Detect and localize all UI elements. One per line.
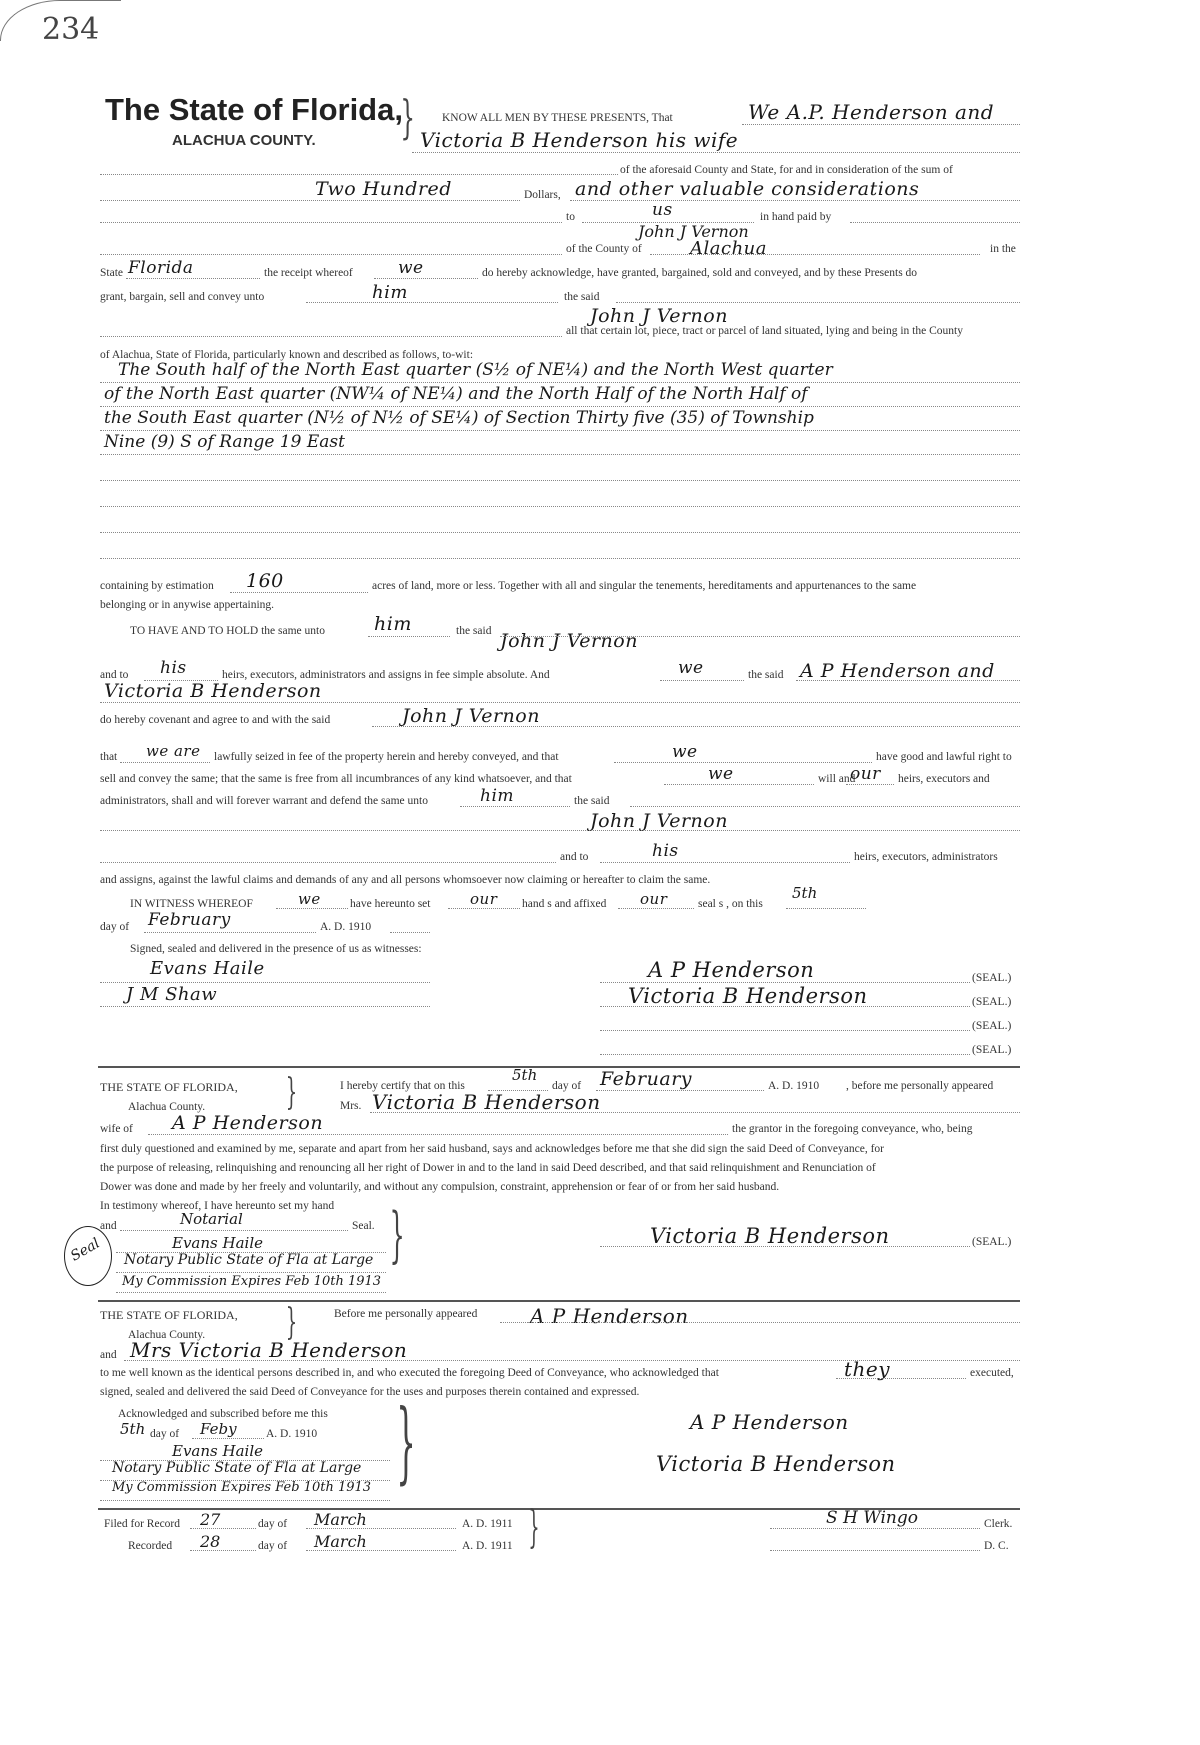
county-of-text: of the County of — [566, 243, 642, 255]
receipt-text: the receipt whereof — [264, 267, 353, 279]
witness-2-signature: J M Shaw — [126, 984, 218, 1005]
his-handwritten: his — [160, 658, 187, 678]
description-line-4: Nine (9) S of Range 19 East — [104, 432, 345, 452]
seals-text: seal s , on this — [698, 898, 763, 910]
grantor-names-2: Victoria B Henderson his wife — [420, 128, 739, 152]
clerk-signature: S H Wingo — [826, 1508, 918, 1528]
ack1-ad: A. D. 1910 — [768, 1080, 820, 1092]
the-said-text-2: the said — [456, 625, 492, 637]
to-have-text: TO HAVE AND TO HOLD the same unto — [130, 625, 325, 637]
grant-text: grant, bargain, sell and convey unto — [100, 291, 265, 303]
filed-ad-1911: A. D. 1911 — [462, 1518, 513, 1530]
ack1-state: THE STATE OF FLORIDA, — [100, 1080, 238, 1094]
ack1-notary-commission: My Commission Expires Feb 10th 1913 — [122, 1274, 382, 1289]
other-consideration: and other valuable considerations — [575, 178, 920, 200]
day-of-text: day of — [100, 921, 130, 933]
ack2-month-handwritten: Feby — [200, 1420, 237, 1438]
ack2-signature-1: A P Henderson — [690, 1410, 849, 1434]
ack1-mrs: Mrs. — [340, 1100, 362, 1112]
recorded-ad-1911: A. D. 1911 — [462, 1540, 513, 1552]
grantor-names-4: Victoria B Henderson — [104, 680, 322, 702]
and-to-text-2: and to — [560, 851, 589, 863]
heirs-text: heirs, executors, administrators and assigns in fee simple absolute. And — [222, 669, 550, 681]
ack2-executed: executed, — [970, 1367, 1014, 1379]
acknowledge-text: do hereby acknowledge, have granted, bargained, sold and conveyed, and by these Presents do — [482, 267, 918, 279]
ack1-day-handwritten: 5th — [512, 1066, 538, 1084]
witness-1-signature: Evans Haile — [150, 958, 265, 979]
us-handwritten: us — [652, 200, 673, 220]
have-good-text: have good and lawful right to — [876, 751, 1012, 763]
heirs-text-2: heirs, executors and — [898, 773, 990, 785]
ack1-signature: Victoria B Henderson — [650, 1224, 890, 1248]
alachua-text: of Alachua, State of Florida, particularly known and described as follows, to-wit: — [100, 349, 474, 361]
acres-text: acres of land, more or less. Together with all and singular the tenements, hereditaments and appurtenances to the same — [372, 580, 917, 592]
we-are-handwritten: we are — [146, 742, 201, 760]
we-handwritten-3: we — [672, 742, 698, 762]
ack1-county: Alachua County. — [128, 1101, 206, 1113]
header-brace: } — [400, 90, 415, 144]
section-divider-2 — [98, 1300, 1020, 1302]
ack1-day-of: day of — [552, 1080, 582, 1092]
witness-text: IN WITNESS WHEREOF — [130, 898, 253, 910]
ack1-para-3: Dower was done and made by her freely and voluntarily, and without any compulsion, constraint, apprehension or fear of or from her said husband. — [100, 1181, 780, 1193]
ack1-and: and — [100, 1220, 117, 1232]
have-set-text: have hereunto set — [350, 898, 431, 910]
notary-seal-handwritten: Seal — [68, 1235, 103, 1265]
seal-label-1: (SEAL.) — [972, 972, 1012, 984]
ack1-seal-label: (SEAL.) — [972, 1236, 1012, 1248]
ack1-notary-brace: } — [389, 1200, 405, 1270]
to-text: to — [566, 211, 575, 223]
in-the-text: in the — [990, 243, 1016, 255]
grantee-name: John J Vernon — [638, 222, 749, 241]
filing-brace: } — [528, 1502, 540, 1553]
acres-handwritten: 160 — [246, 570, 284, 592]
and-to-text: and to — [100, 669, 129, 681]
recorded-day-of: day of — [258, 1540, 288, 1552]
ack1-notarial-handwritten: Notarial — [180, 1210, 243, 1228]
the-said-text-3: the said — [748, 669, 784, 681]
ack1-para-2: the purpose of releasing, relinquishing and renouncing all her right of Dower in and to the land in said Deed described, and that said relinquishment and Renunciation of — [100, 1162, 876, 1174]
containing-text: containing by estimation — [100, 580, 214, 592]
grantee-name-2: John J Vernon — [590, 305, 728, 327]
section-divider-1 — [98, 1066, 1020, 1068]
ack2-and: and — [100, 1349, 117, 1361]
our-handwritten-3: our — [640, 890, 668, 908]
state-title: The State of Florida, — [105, 92, 403, 127]
state-handwritten: Florida — [128, 258, 194, 278]
ack2-county: Alachua County. — [128, 1329, 206, 1341]
his-handwritten-2: his — [652, 841, 679, 861]
will-and-text: will and — [818, 773, 856, 785]
description-line-2: of the North East quarter (NW¼ of NE¼) and the North Half of the North Half of — [104, 384, 808, 404]
ack1-mrs-handwritten: Victoria B Henderson — [372, 1090, 601, 1114]
know-all-text: KNOW ALL MEN BY THESE PRESENTS, That — [442, 112, 673, 124]
certain-lot-text: all that certain lot, piece, tract or parcel of land situated, lying and being in the County — [566, 325, 963, 337]
month-handwritten: February — [148, 910, 231, 930]
recorded-label: Recorded — [128, 1540, 173, 1552]
grantee-name-4: John J Vernon — [402, 705, 540, 727]
signed-text: Signed, sealed and delivered in the presence of us as witnesses: — [130, 943, 422, 955]
dollars-text: Dollars, — [524, 189, 561, 201]
lawfully-text: lawfully seized in fee of the property herein and hereby conveyed, and that — [214, 751, 559, 763]
ack2-notary-commission: My Commission Expires Feb 10th 1913 — [112, 1480, 372, 1495]
ack2-mrs-handwritten: Mrs Victoria B Henderson — [130, 1338, 408, 1362]
day-handwritten: 5th — [792, 884, 818, 902]
hands-text: hand s and affixed — [522, 898, 607, 910]
filed-day-handwritten: 27 — [200, 1510, 221, 1529]
the-said-text: the said — [564, 291, 600, 303]
ack2-signature-2: Victoria B Henderson — [656, 1452, 896, 1476]
we-handwritten-2: we — [678, 658, 704, 678]
him-handwritten: him — [372, 282, 408, 303]
county-handwritten: Alachua — [690, 238, 767, 259]
sum-handwritten: Two Hundred — [315, 178, 452, 200]
him-handwritten-3: him — [480, 786, 515, 806]
ack2-para-1: to me well known as the identical persons described in, and who executed the foregoing Deed of Conveyance, who acknowledged that — [100, 1367, 719, 1379]
that-text: that — [100, 751, 118, 763]
ack2-notary-brace: } — [396, 1390, 416, 1493]
grantor-signature-1: A P Henderson — [648, 958, 815, 982]
description-line-3: the South East quarter (N½ of N½ of SE¼) of Section Thirty five (35) of Township — [104, 408, 814, 428]
assigns-text: and assigns, against the lawful claims and demands of any and all persons whomsoever now claiming or hereafter to claim the same. — [100, 874, 711, 886]
ack1-husband-handwritten: A P Henderson — [172, 1112, 324, 1134]
ack2-before: Before me personally appeared — [334, 1308, 478, 1320]
state-label: State — [100, 267, 123, 279]
ack2-ad: A. D. 1910 — [266, 1428, 318, 1440]
ack1-testimony: In testimony whereof, I have hereunto set my hand — [100, 1200, 335, 1212]
dc-label: D. C. — [984, 1540, 1009, 1552]
sell-text: sell and convey the same; that the same is free from all incumbrances of any kind whatsoever, and that — [100, 773, 572, 785]
ack2-day-handwritten: 5th — [120, 1420, 146, 1438]
grantor-names-3: A P Henderson and — [800, 660, 995, 682]
ack1-before-text: , before me personally appeared — [846, 1080, 994, 1092]
description-line-1: The South half of the North East quarter (S½ of NE¼) and the North West quarter — [118, 360, 833, 380]
county-title: ALACHUA COUNTY. — [172, 132, 316, 149]
ack2-they-handwritten: they — [844, 1357, 891, 1381]
recorded-month-handwritten: March — [314, 1532, 367, 1551]
grantee-name-3: John J Vernon — [500, 630, 638, 652]
filed-month-handwritten: March — [314, 1510, 367, 1529]
ack2-notary-name: Evans Haile — [172, 1442, 263, 1460]
grantor-names: We A.P. Henderson and — [748, 100, 995, 124]
ack1-grantor-line: the grantor in the foregoing conveyance, who, being — [732, 1123, 973, 1135]
filed-day-of: day of — [258, 1518, 288, 1530]
we-handwritten-4: we — [708, 764, 734, 784]
recorded-day-handwritten: 28 — [200, 1532, 221, 1551]
admins-text: administrators, shall and will forever warrant and defend the same unto — [100, 795, 428, 807]
seal-label-2: (SEAL.) — [972, 996, 1012, 1008]
ack1-notary-title: Notary Public State of Fla at Large — [124, 1252, 374, 1268]
ack2-notary-title: Notary Public State of Fla at Large — [112, 1460, 362, 1476]
our-handwritten-2: our — [470, 890, 498, 908]
belonging-text: belonging or in anywise appertaining. — [100, 599, 275, 611]
clerk-label: Clerk. — [984, 1518, 1013, 1530]
ack2-name-handwritten: A P Henderson — [530, 1304, 689, 1328]
ack1-month-handwritten: February — [600, 1068, 693, 1090]
page-number: 234 — [42, 12, 100, 47]
ack1-wife-of: wife of — [100, 1123, 133, 1135]
the-said-text-4: the said — [574, 795, 610, 807]
ack1-brace: } — [285, 1072, 298, 1113]
in-hand-text: in hand paid by — [760, 211, 832, 223]
heirs-text-3: heirs, executors, administrators — [854, 851, 998, 863]
aforesaid-text: of the aforesaid County and State, for and in consideration of the sum of — [620, 164, 953, 176]
we-handwritten-5: we — [298, 890, 321, 908]
seal-label-4: (SEAL.) — [972, 1044, 1012, 1056]
ack1-certify-text: I hereby certify that on this — [340, 1080, 465, 1092]
filed-for-record: Filed for Record — [104, 1518, 181, 1530]
our-handwritten: our — [850, 764, 881, 784]
ack2-brace: } — [285, 1302, 298, 1343]
seal-label-3: (SEAL.) — [972, 1020, 1012, 1032]
ack2-acknowledged: Acknowledged and subscribed before me this — [118, 1408, 328, 1420]
grantee-name-5: John J Vernon — [590, 810, 728, 832]
ack1-para-1: first duly questioned and examined by me, separate and apart from her said husband, says and acknowledges before me that she did sign the said Deed of Conveyance, for — [100, 1143, 884, 1155]
ack1-notary-name: Evans Haile — [172, 1234, 263, 1252]
we-handwritten: we — [398, 258, 424, 278]
covenant-text: do hereby covenant and agree to and with the said — [100, 714, 331, 726]
ack2-state: THE STATE OF FLORIDA, — [100, 1308, 238, 1322]
ack2-para-2: signed, sealed and delivered the said Deed of Conveyance for the uses and purposes therein contained and expressed. — [100, 1386, 640, 1398]
ad-1910-text: A. D. 1910 — [320, 921, 372, 933]
ack2-day-of: day of — [150, 1428, 180, 1440]
grantor-signature-2: Victoria B Henderson — [628, 984, 868, 1008]
ack1-seal-text: Seal. — [352, 1220, 375, 1232]
him-handwritten-2: him — [374, 613, 412, 635]
